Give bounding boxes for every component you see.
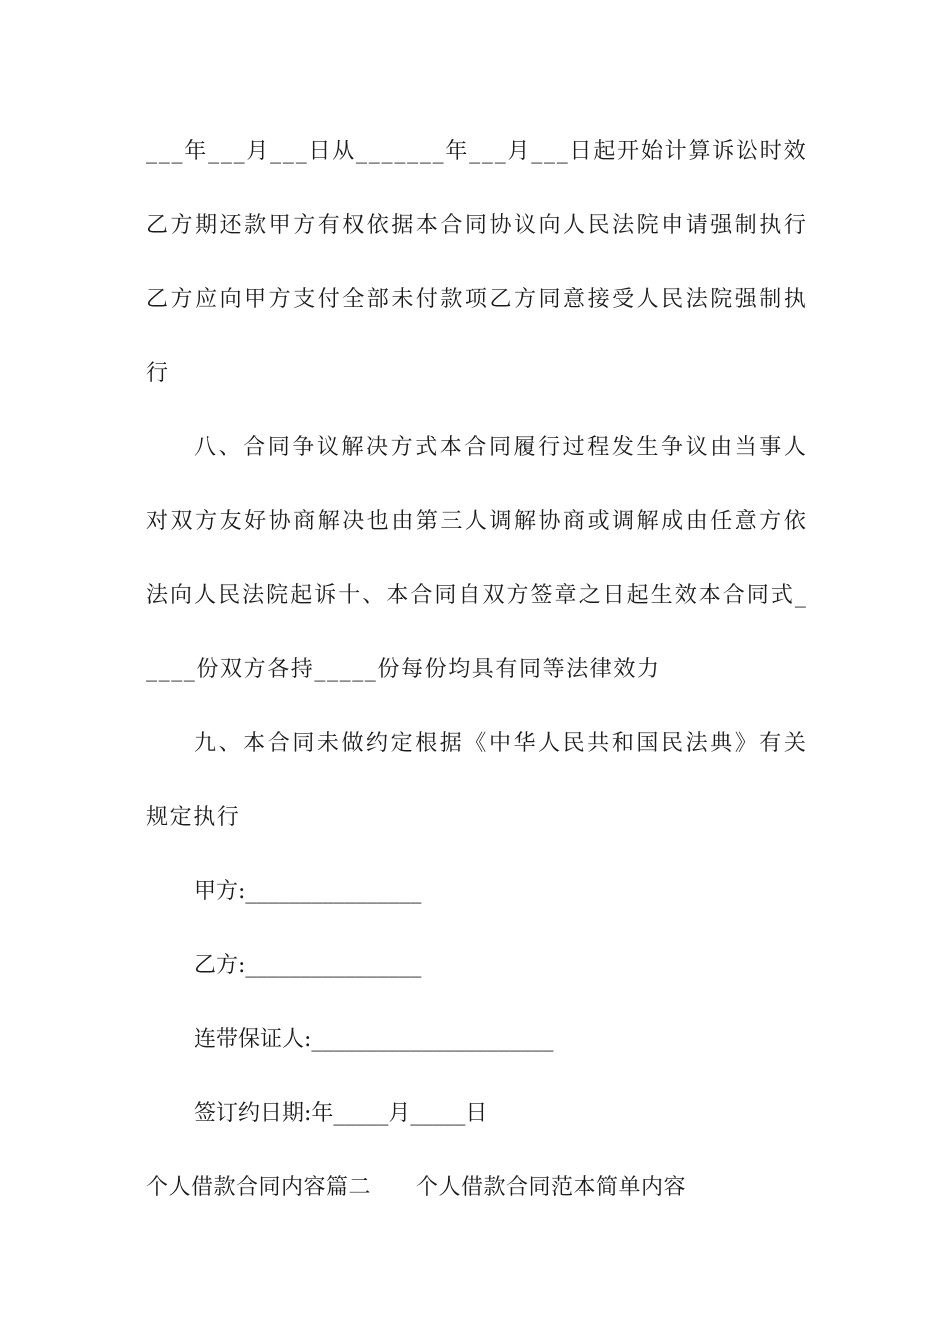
section-nine-heading: 九 、 本 合 同 未 做 约 定 根 据 《 中 华 人 民 共 和 国 民 法 典 》 有 关 bbox=[194, 731, 806, 756]
section-eight-heading: 八 、 合 同 争 议 解 决 方 式 本 合 同 履 行 过 程 发 生 争 议 由 当 事 人 bbox=[194, 435, 806, 460]
signing-date-field: 签订约日期:年_____月_____日 bbox=[194, 1101, 488, 1126]
text-line-4: 行 bbox=[146, 361, 170, 386]
text-line-1: _ _ _ 年 _ _ _ 月 _ _ _ 日 从 _ _ _ _ _ _ _ 年 _ _ _ 月 _ _ _ 日 起 开 始 计 算 诉 讼 时 效 bbox=[146, 139, 806, 164]
text-line-7: 法 向 人 民 法 院 起 诉 十 、 本 合 同 自 双 方 签 章 之 日 起 生 效 本 合 同 式 _ bbox=[146, 583, 806, 608]
text-line-2: 乙 方 期 还 款 甲 方 有 权 依 据 本 合 同 协 议 向 人 民 法 院 申 请 强 制 执 行 bbox=[146, 213, 806, 238]
section-title-part-two: 个人借款合同内容篇二 个人借款合同范本简单内容 bbox=[146, 1175, 687, 1200]
guarantor-signature-field: 连带保证人:______________________ bbox=[194, 1027, 554, 1052]
text-line-6: 对 双 方 友 好 协 商 解 决 也 由 第 三 人 调 解 协 商 或 调 解 成 由 任 意 方 依 bbox=[146, 509, 806, 534]
party-b-signature-field: 乙方:________________ bbox=[194, 953, 422, 978]
party-a-signature-field: 甲方:________________ bbox=[194, 879, 422, 904]
text-line-8: ____份双方各持_____份每份均具有同等法律效力 bbox=[146, 657, 661, 682]
text-line-3: 乙 方 应 向 甲 方 支 付 全 部 未 付 款 项 乙 方 同 意 接 受 人 民 法 院 强 制 执 bbox=[146, 287, 806, 312]
text-line-10: 规定执行 bbox=[146, 805, 241, 830]
